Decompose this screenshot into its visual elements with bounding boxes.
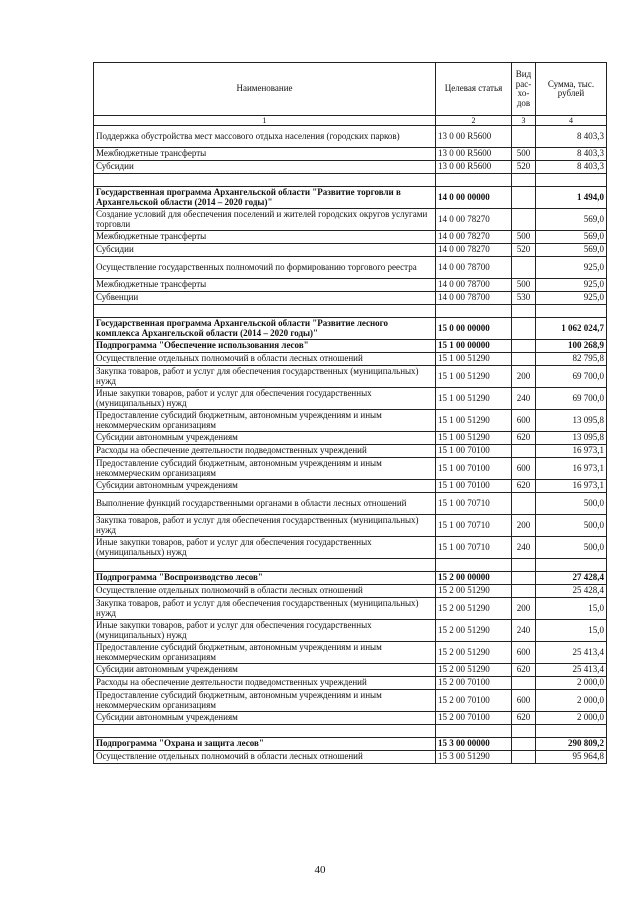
cell-sum <box>536 559 607 572</box>
cell-sum: 569,0 <box>536 209 607 231</box>
cell-name: Государственная программа Архангельской области "Развитие торговли в Архангельской области (2014 – 2020 годы)" <box>94 187 436 209</box>
header-code: Целевая статья <box>436 63 512 116</box>
cell-name: Субсидии автономным учреждениям <box>94 712 436 725</box>
table-row <box>94 515 607 537</box>
table-row <box>94 738 607 751</box>
cell-code <box>436 174 512 187</box>
cell-vid <box>512 751 536 764</box>
cell-sum: 500,0 <box>536 537 607 559</box>
col-number: 4 <box>536 116 607 126</box>
cell-vid: 600 <box>512 410 536 432</box>
cell-vid: 520 <box>512 244 536 257</box>
cell-code: 15 1 00 70710 <box>436 493 512 515</box>
table-row <box>94 257 607 279</box>
cell-name: Межбюджетные трансферты <box>94 231 436 244</box>
table-row <box>94 642 607 664</box>
cell-sum <box>536 725 607 738</box>
cell-vid: 620 <box>512 480 536 493</box>
table-row <box>94 161 607 174</box>
table-row <box>94 388 607 410</box>
table-row <box>94 126 607 148</box>
cell-vid: 520 <box>512 161 536 174</box>
cell-sum: 2 000,0 <box>536 690 607 712</box>
cell-name: Иные закупки товаров, работ и услуг для обеспечения государственных (муниципальных) нужд <box>94 388 436 410</box>
cell-code: 15 2 00 51290 <box>436 620 512 642</box>
cell-name <box>94 174 436 187</box>
cell-vid: 620 <box>512 712 536 725</box>
cell-name: Субсидии <box>94 244 436 257</box>
cell-vid: 200 <box>512 598 536 620</box>
cell-name: Подпрограмма "Охрана и защита лесов" <box>94 738 436 751</box>
cell-sum: 27 428,4 <box>536 572 607 585</box>
cell-name: Предоставление субсидий бюджетным, автономным учреждениям и иным некоммерческим организациям <box>94 690 436 712</box>
cell-sum: 100 268,9 <box>536 340 607 353</box>
cell-code: 15 1 00 00000 <box>436 340 512 353</box>
table-row <box>94 598 607 620</box>
spacer-row <box>94 174 607 187</box>
cell-vid: 500 <box>512 148 536 161</box>
cell-code <box>436 725 512 738</box>
cell-vid <box>512 257 536 279</box>
column-numbers-row <box>94 116 607 126</box>
cell-vid: 240 <box>512 620 536 642</box>
table-row <box>94 366 607 388</box>
cell-name: Осуществление отдельных полномочий в области лесных отношений <box>94 585 436 598</box>
header-vid: Вид рас-хо-дов <box>512 63 536 116</box>
header-name: Наименование <box>94 63 436 116</box>
cell-vid <box>512 559 536 572</box>
cell-name: Подпрограмма "Обеспечение использования лесов" <box>94 340 436 353</box>
cell-sum: 25 413,4 <box>536 642 607 664</box>
table-row <box>94 537 607 559</box>
cell-sum <box>536 174 607 187</box>
cell-vid: 200 <box>512 515 536 537</box>
cell-vid <box>512 209 536 231</box>
budget-table <box>93 62 607 764</box>
cell-code: 15 1 00 51290 <box>436 388 512 410</box>
cell-name: Межбюджетные трансферты <box>94 279 436 292</box>
table-row <box>94 244 607 257</box>
table-row <box>94 445 607 458</box>
cell-vid <box>512 738 536 751</box>
cell-name: Закупка товаров, работ и услуг для обеспечения государственных (муниципальных) нужд <box>94 598 436 620</box>
table-row <box>94 353 607 366</box>
table-row <box>94 690 607 712</box>
cell-name: Расходы на обеспечение деятельности подведомственных учреждений <box>94 677 436 690</box>
table-row <box>94 340 607 353</box>
table-row <box>94 231 607 244</box>
cell-sum: 925,0 <box>536 257 607 279</box>
cell-sum: 290 809,2 <box>536 738 607 751</box>
cell-name: Закупка товаров, работ и услуг для обеспечения государственных (муниципальных) нужд <box>94 366 436 388</box>
table-row <box>94 410 607 432</box>
cell-sum: 15,0 <box>536 620 607 642</box>
cell-vid <box>512 174 536 187</box>
cell-code: 15 2 00 51290 <box>436 642 512 664</box>
cell-code: 15 1 00 51290 <box>436 432 512 445</box>
cell-vid: 620 <box>512 664 536 677</box>
cell-sum: 569,0 <box>536 244 607 257</box>
cell-code: 15 1 00 51290 <box>436 353 512 366</box>
cell-sum: 13 095,8 <box>536 432 607 445</box>
table-row <box>94 187 607 209</box>
table-row <box>94 664 607 677</box>
table-row <box>94 432 607 445</box>
cell-vid <box>512 445 536 458</box>
cell-name: Межбюджетные трансферты <box>94 148 436 161</box>
cell-vid: 200 <box>512 366 536 388</box>
cell-code: 13 0 00 R5600 <box>436 161 512 174</box>
cell-vid <box>512 493 536 515</box>
cell-sum: 1 062 024,7 <box>536 318 607 340</box>
cell-code: 14 0 00 78270 <box>436 244 512 257</box>
cell-vid <box>512 187 536 209</box>
cell-code: 14 0 00 78700 <box>436 292 512 305</box>
cell-sum: 16 973,1 <box>536 445 607 458</box>
cell-sum: 8 403,3 <box>536 148 607 161</box>
cell-code: 15 1 00 51290 <box>436 410 512 432</box>
cell-code <box>436 305 512 318</box>
cell-code: 15 3 00 51290 <box>436 751 512 764</box>
cell-name: Поддержка обустройства мест массового отдыха населения (городских парков) <box>94 126 436 148</box>
cell-vid: 240 <box>512 388 536 410</box>
table-row <box>94 493 607 515</box>
table-body <box>94 126 607 764</box>
cell-name: Выполнение функций государственными органами в области лесных отношений <box>94 493 436 515</box>
cell-vid: 500 <box>512 231 536 244</box>
table-row <box>94 480 607 493</box>
table-row <box>94 620 607 642</box>
cell-name: Субсидии автономным учреждениям <box>94 432 436 445</box>
cell-name: Иные закупки товаров, работ и услуг для обеспечения государственных (муниципальных) нужд <box>94 620 436 642</box>
cell-sum: 95 964,8 <box>536 751 607 764</box>
cell-sum: 925,0 <box>536 279 607 292</box>
cell-name <box>94 559 436 572</box>
cell-code: 14 0 00 78270 <box>436 231 512 244</box>
cell-name <box>94 305 436 318</box>
cell-code: 15 1 00 51290 <box>436 366 512 388</box>
cell-name: Предоставление субсидий бюджетным, автономным учреждениям и иным некоммерческим организациям <box>94 642 436 664</box>
cell-sum: 25 413,4 <box>536 664 607 677</box>
cell-vid: 600 <box>512 690 536 712</box>
cell-name: Создание условий для обеспечения поселений и жителей городских округов услугами торговли <box>94 209 436 231</box>
cell-sum: 15,0 <box>536 598 607 620</box>
header-sum: Сумма, тыс. рублей <box>536 63 607 116</box>
cell-sum: 16 973,1 <box>536 458 607 480</box>
table-row <box>94 209 607 231</box>
cell-vid <box>512 725 536 738</box>
table-row <box>94 292 607 305</box>
cell-code: 15 1 00 70710 <box>436 537 512 559</box>
cell-name: Субвенции <box>94 292 436 305</box>
spacer-row <box>94 725 607 738</box>
cell-sum: 82 795,8 <box>536 353 607 366</box>
cell-sum: 69 700,0 <box>536 366 607 388</box>
cell-code: 13 0 00 R5600 <box>436 148 512 161</box>
cell-vid <box>512 572 536 585</box>
cell-name: Субсидии автономным учреждениям <box>94 480 436 493</box>
cell-name: Государственная программа Архангельской области "Развитие лесного комплекса Архангельской области (2014 – 2020 годы)" <box>94 318 436 340</box>
cell-name: Осуществление отдельных полномочий в области лесных отношений <box>94 751 436 764</box>
cell-vid <box>512 126 536 148</box>
cell-code: 14 0 00 78270 <box>436 209 512 231</box>
cell-vid <box>512 318 536 340</box>
cell-name: Осуществление государственных полномочий по формированию торгового реестра <box>94 257 436 279</box>
cell-sum: 569,0 <box>536 231 607 244</box>
cell-vid <box>512 340 536 353</box>
table-row <box>94 279 607 292</box>
cell-code: 15 1 00 70100 <box>436 445 512 458</box>
cell-code: 15 0 00 00000 <box>436 318 512 340</box>
cell-vid: 530 <box>512 292 536 305</box>
cell-vid <box>512 353 536 366</box>
table-row <box>94 148 607 161</box>
cell-code: 13 0 00 R5600 <box>436 126 512 148</box>
cell-name: Предоставление субсидий бюджетным, автономным учреждениям и иным некоммерческим организациям <box>94 410 436 432</box>
cell-sum <box>536 305 607 318</box>
table-row <box>94 751 607 764</box>
col-number: 2 <box>436 116 512 126</box>
cell-code: 15 1 00 70710 <box>436 515 512 537</box>
cell-sum: 13 095,8 <box>536 410 607 432</box>
cell-sum: 8 403,3 <box>536 126 607 148</box>
cell-code <box>436 559 512 572</box>
cell-sum: 69 700,0 <box>536 388 607 410</box>
table-header-row <box>94 63 607 116</box>
table-row <box>94 585 607 598</box>
cell-name: Субсидии автономным учреждениям <box>94 664 436 677</box>
spacer-row <box>94 559 607 572</box>
cell-sum: 1 494,0 <box>536 187 607 209</box>
cell-code: 15 1 00 70100 <box>436 480 512 493</box>
col-number: 1 <box>94 116 436 126</box>
cell-code: 14 0 00 78700 <box>436 257 512 279</box>
spacer-row <box>94 305 607 318</box>
cell-name: Предоставление субсидий бюджетным, автономным учреждениям и иным некоммерческим организациям <box>94 458 436 480</box>
table-row <box>94 677 607 690</box>
cell-code: 15 2 00 70100 <box>436 677 512 690</box>
cell-vid: 600 <box>512 458 536 480</box>
col-number: 3 <box>512 116 536 126</box>
cell-vid <box>512 305 536 318</box>
cell-name: Подпрограмма "Воспроизводство лесов" <box>94 572 436 585</box>
cell-sum: 925,0 <box>536 292 607 305</box>
cell-code: 14 0 00 00000 <box>436 187 512 209</box>
cell-code: 15 2 00 70100 <box>436 712 512 725</box>
table-row <box>94 318 607 340</box>
cell-sum: 2 000,0 <box>536 712 607 725</box>
cell-name <box>94 725 436 738</box>
cell-code: 15 2 00 51290 <box>436 585 512 598</box>
cell-code: 14 0 00 78700 <box>436 279 512 292</box>
page-number: 40 <box>314 864 326 876</box>
cell-name: Субсидии <box>94 161 436 174</box>
cell-sum: 2 000,0 <box>536 677 607 690</box>
cell-vid: 600 <box>512 642 536 664</box>
cell-vid: 240 <box>512 537 536 559</box>
table-row <box>94 712 607 725</box>
cell-name: Закупка товаров, работ и услуг для обеспечения государственных (муниципальных) нужд <box>94 515 436 537</box>
cell-name: Осуществление отдельных полномочий в области лесных отношений <box>94 353 436 366</box>
cell-sum: 25 428,4 <box>536 585 607 598</box>
cell-code: 15 3 00 00000 <box>436 738 512 751</box>
cell-vid: 620 <box>512 432 536 445</box>
cell-code: 15 2 00 70100 <box>436 690 512 712</box>
cell-code: 15 2 00 51290 <box>436 598 512 620</box>
cell-sum: 16 973,1 <box>536 480 607 493</box>
cell-code: 15 1 00 70100 <box>436 458 512 480</box>
table-row <box>94 458 607 480</box>
cell-vid <box>512 677 536 690</box>
cell-sum: 500,0 <box>536 515 607 537</box>
cell-vid <box>512 585 536 598</box>
cell-vid: 500 <box>512 279 536 292</box>
cell-code: 15 2 00 00000 <box>436 572 512 585</box>
cell-sum: 500,0 <box>536 493 607 515</box>
cell-name: Иные закупки товаров, работ и услуг для обеспечения государственных (муниципальных) нужд <box>94 537 436 559</box>
cell-code: 15 2 00 51290 <box>436 664 512 677</box>
cell-name: Расходы на обеспечение деятельности подведомственных учреждений <box>94 445 436 458</box>
table-row <box>94 572 607 585</box>
cell-sum: 8 403,3 <box>536 161 607 174</box>
